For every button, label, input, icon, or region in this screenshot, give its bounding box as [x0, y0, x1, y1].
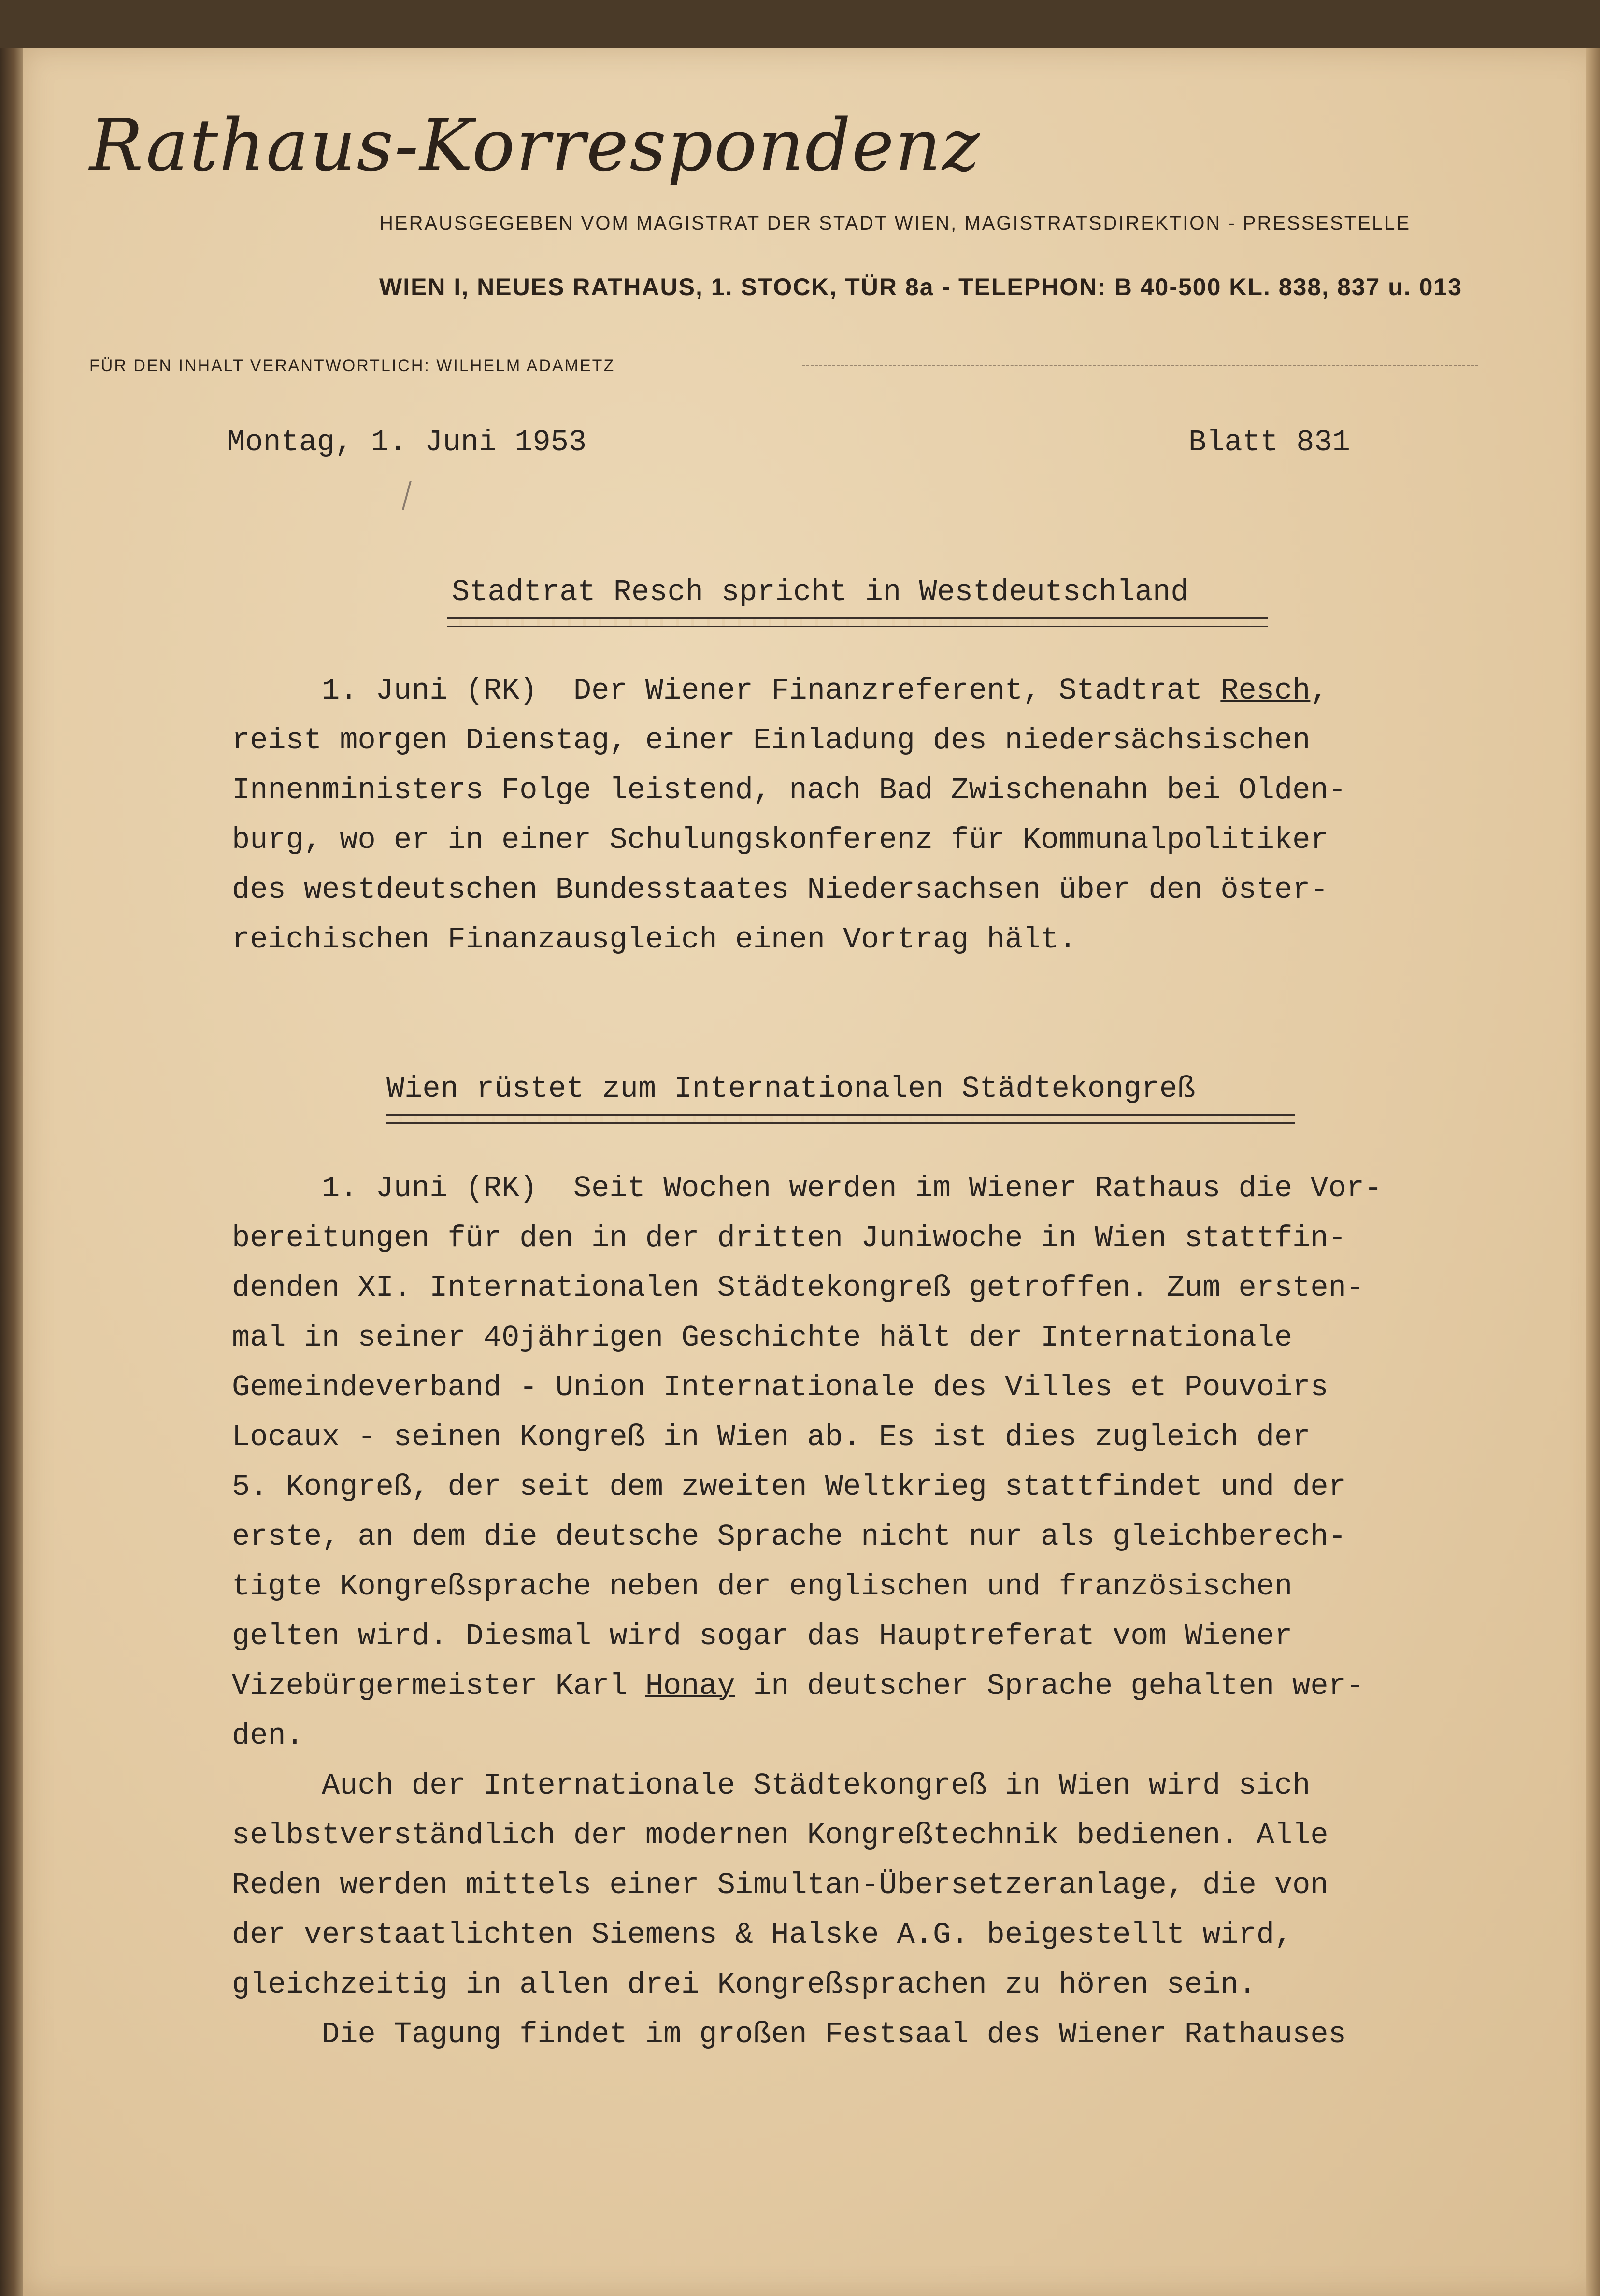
body-line — [232, 1761, 1507, 1810]
body-text: Auch der Internationale Städtekongreß in Wien wird sich — [232, 1768, 1311, 1803]
body-text: , — [1310, 674, 1329, 708]
body-text: Reden werden mittels einer Simultan-Übersetzeranlage, die von — [232, 1868, 1329, 1902]
body-text: reichischen Finanzausgleich einen Vortrag hält. — [232, 922, 1077, 957]
background-top — [0, 0, 1600, 48]
body-line — [232, 1810, 1507, 1860]
body-text: erste, an dem die deutsche Sprache nicht nur als gleichberech- — [232, 1520, 1346, 1554]
article-body-2 — [232, 1163, 1507, 2059]
article-heading-1: Stadtrat Resch spricht in Westdeutschland — [452, 575, 1189, 609]
body-text: tigte Kongreßsprache neben der englischen und französischen — [232, 1569, 1293, 1604]
body-text: Locaux - seinen Kongreß in Wien ab. Es ist dies zugleich der — [232, 1420, 1311, 1454]
date-line: Montag, 1. Juni 1953 — [227, 425, 587, 459]
body-line — [232, 915, 1507, 964]
body-text: reist morgen Dienstag, einer Einladung des niedersächsischen — [232, 723, 1311, 758]
sheet-number: Blatt 831 — [1188, 425, 1350, 459]
body-text: 1. Juni (RK) Seit Wochen werden im Wiener Rathaus die Vor- — [232, 1171, 1383, 1205]
body-text: des westdeutschen Bundesstaates Niedersachsen über den öster- — [232, 873, 1329, 907]
masthead-responsible: FÜR DEN INHALT VERANTWORTLICH: WILHELM ADAMETZ — [89, 357, 615, 375]
underlined-name: Honay — [645, 1669, 735, 1703]
heading-double-underline-2 — [386, 1114, 1295, 1124]
article-body-1 — [232, 666, 1507, 964]
body-line — [232, 1910, 1507, 1960]
body-line — [232, 1860, 1507, 1910]
masthead-address: WIEN I, NEUES RATHAUS, 1. STOCK, TÜR 8a - TELEPHON: B 40-500 KL. 838, 837 u. 013 — [379, 273, 1463, 301]
body-line — [232, 666, 1507, 716]
page-edge — [1586, 48, 1600, 2296]
body-text: in deutscher Sprache gehalten wer- — [735, 1669, 1364, 1703]
body-text: gelten wird. Diesmal wird sogar das Hauptreferat vom Wiener — [232, 1619, 1293, 1653]
body-line — [232, 765, 1507, 815]
body-line — [232, 1512, 1507, 1562]
body-line — [232, 1363, 1507, 1412]
body-text: burg, wo er in einer Schulungskonferenz für Kommunalpolitiker — [232, 823, 1329, 857]
body-text: Gemeindeverband - Union Internationale des Villes et Pouvoirs — [232, 1370, 1329, 1405]
body-text: bereitungen für den in der dritten Juniwoche in Wien stattfin- — [232, 1221, 1346, 1255]
masthead-dashed-rule — [802, 365, 1478, 366]
body-text: Die Tagung findet im großen Festsaal des Wiener Rathauses — [232, 2017, 1346, 2052]
body-line — [232, 1263, 1507, 1313]
body-line — [232, 1562, 1507, 1611]
body-text: Innenministers Folge leistend, nach Bad Zwischenahn bei Olden- — [232, 773, 1346, 807]
body-text: 1. Juni (RK) Der Wiener Finanzreferent, Stadtrat — [232, 674, 1221, 708]
body-line — [232, 1960, 1507, 2009]
binding-edge — [0, 48, 23, 2296]
masthead-title: Rathaus-Korrespondenz — [89, 104, 981, 187]
body-text: gleichzeitig in allen drei Kongreßsprachen zu hören sein. — [232, 1967, 1257, 2002]
heading-double-underline-1 — [447, 617, 1268, 627]
body-line — [232, 1412, 1507, 1462]
body-text: den. — [232, 1719, 304, 1753]
body-text: Vizebürgermeister Karl — [232, 1669, 645, 1703]
body-text: der verstaatlichten Siemens & Halske A.G. beigestellt wird, — [232, 1918, 1293, 1952]
body-text: denden XI. Internationalen Städtekongreß getroffen. Zum ersten- — [232, 1271, 1364, 1305]
body-line — [232, 865, 1507, 915]
body-text: selbstverständlich der modernen Kongreßtechnik bedienen. Alle — [232, 1818, 1329, 1852]
body-line — [232, 1163, 1507, 1213]
article-heading-2: Wien rüstet zum Internationalen Städtekongreß — [386, 1072, 1196, 1106]
body-line — [232, 1611, 1507, 1661]
body-text: 5. Kongreß, der seit dem zweiten Weltkrieg stattfindet und der — [232, 1470, 1346, 1504]
body-text: mal in seiner 40jährigen Geschichte hält der Internationale — [232, 1320, 1293, 1355]
underlined-name: Resch — [1220, 674, 1311, 708]
body-line — [232, 2009, 1507, 2059]
body-line — [232, 815, 1507, 865]
body-line — [232, 1661, 1507, 1711]
body-line — [232, 716, 1507, 765]
body-line — [232, 1313, 1507, 1363]
body-line — [232, 1711, 1507, 1761]
masthead-publisher: HERAUSGEGEBEN VOM MAGISTRAT DER STADT WIEN, MAGISTRATSDIREKTION - PRESSESTELLE — [379, 213, 1411, 234]
body-line — [232, 1213, 1507, 1263]
body-line — [232, 1462, 1507, 1512]
